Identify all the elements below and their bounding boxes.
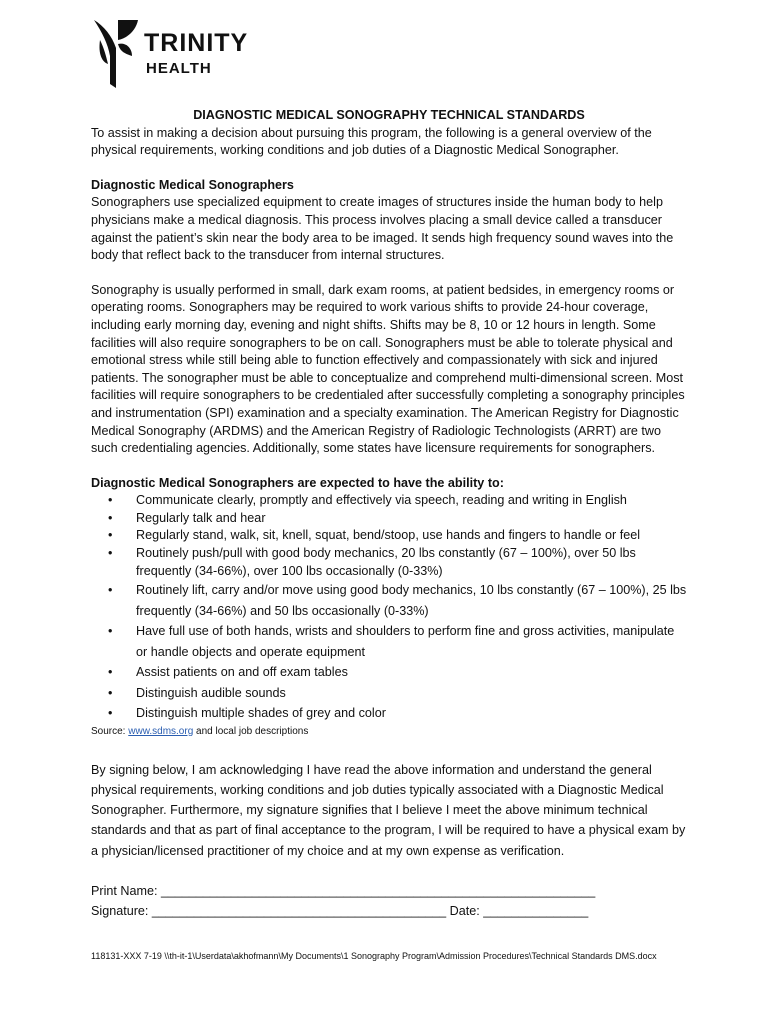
date-field[interactable]: _______________ [483,904,589,919]
document-body [91,107,687,922]
list-item: • Distinguish multiple shades of grey and color [136,703,687,724]
list-item: • Regularly talk and hear [136,510,687,528]
list-item: • Assist patients on and off exam tables [136,662,687,683]
signature-field[interactable]: __________________________________________ [151,904,447,919]
acknowledgement-paragraph: By signing below, I am acknowledging I have read the above information and understand the general physical requirements, working conditions and job duties typically associated with a Diagnostic Medical Sonographer. Furthermore, my signature signifies that I believe I meet the above minimum technical standards and that as part of final acceptance to the program, I will be required to have a physical exam by a physician/licensed practitioner of my choice and at my own expense as verification. [91,762,686,858]
logo-text-health: HEALTH [146,60,212,77]
date-label: Date: [449,904,480,919]
source-suffix: and local job descriptions [193,725,309,737]
work-conditions-paragraph: Sonography is usually performed in small, dark exam rooms, at patient bedsides, in emergency rooms or operating rooms. Sonographers may be required to work various shifts to provide 24-hour coverage, including early morning day, evening and night shifts. Shifts may be 8, 10 or 12 hours in length. Some facilities will also require sonographers to be on call. Sonographers must be able to tolerate physical and emotional stress while still being able to function effectively and compassionately with sick and injured patients. The sonographer must be able to conceptualize and comprehend multi-dimensional screen. Most facilities will require sonographers to be credentialed after successfully completing a sonography principles and instrumentation (SPI) examination and a specialty examination. The American Registry for Diagnostic Medical Sonography (ARDMS) and the American Registry of Radiologic Technologists (ARRT) are two such credentialing agencies. Additionally, some states have licensure requirements for sonographers. [91,282,685,456]
trinity-health-logo [92,18,252,90]
list-item: • Routinely lift, carry and/or move using good body mechanics, 10 lbs constantly (67 – 100%), 25 lbs frequently (34-66%) and 50 lbs occasionally (0-33%) [136,580,687,621]
list-item: • Have full use of both hands, wrists and shoulders to perform fine and gross activities, manipulate or handle objects and operate equipment [136,621,687,662]
signature-row [91,901,687,922]
list-item: • Distinguish audible sounds [136,683,687,704]
trinity-leaf-icon [92,18,140,90]
signature-label: Signature: [91,904,149,919]
footer-file-path: 118131-XXX 7-19 \\th-it-1\Userdata\akhofmann\My Documents\1 Sonography Program\Admission Procedures\Technical Standards DMS.docx [91,951,657,961]
abilities-list [91,492,687,723]
list-item: • Regularly stand, walk, sit, knell, squat, bend/stoop, use hands and fingers to handle or feel [136,527,687,545]
list-item: • Routinely push/pull with good body mechanics, 20 lbs constantly (67 – 100%), over 50 lbs frequently (34-66%), over 100 lbs occasionally (0-33%) [136,545,687,580]
section-heading-sonographers: Diagnostic Medical Sonographers [91,177,294,192]
sonographers-paragraph: Sonographers use specialized equipment to create images of structures inside the human body to help physicians make a medical diagnosis. This process involves placing a small device called a transducer against the patient’s skin near the body area to be imaged. It sends high frequency sound waves into the body that reflect back to the transducer from internal structures. [91,195,674,263]
document-title: DIAGNOSTIC MEDICAL SONOGRAPHY TECHNICAL STANDARDS [193,108,585,122]
print-name-field[interactable]: ______________________________________________________________ [161,883,596,898]
abilities-heading: Diagnostic Medical Sonographers are expected to have the ability to: [91,475,504,490]
intro-paragraph: To assist in making a decision about pursuing this program, the following is a general overview of the physical requirements, working conditions and job duties of a Diagnostic Medical Sonographer. [91,125,652,158]
print-name-label: Print Name: [91,883,158,898]
source-link[interactable]: www.sdms.org [128,725,194,737]
list-item: • Communicate clearly, promptly and effectively via speech, reading and writing in English [136,492,687,510]
print-name-row [91,881,687,902]
source-prefix: Source: [91,725,129,737]
logo-text-trinity: TRINITY [144,29,249,57]
source-note [91,725,687,739]
